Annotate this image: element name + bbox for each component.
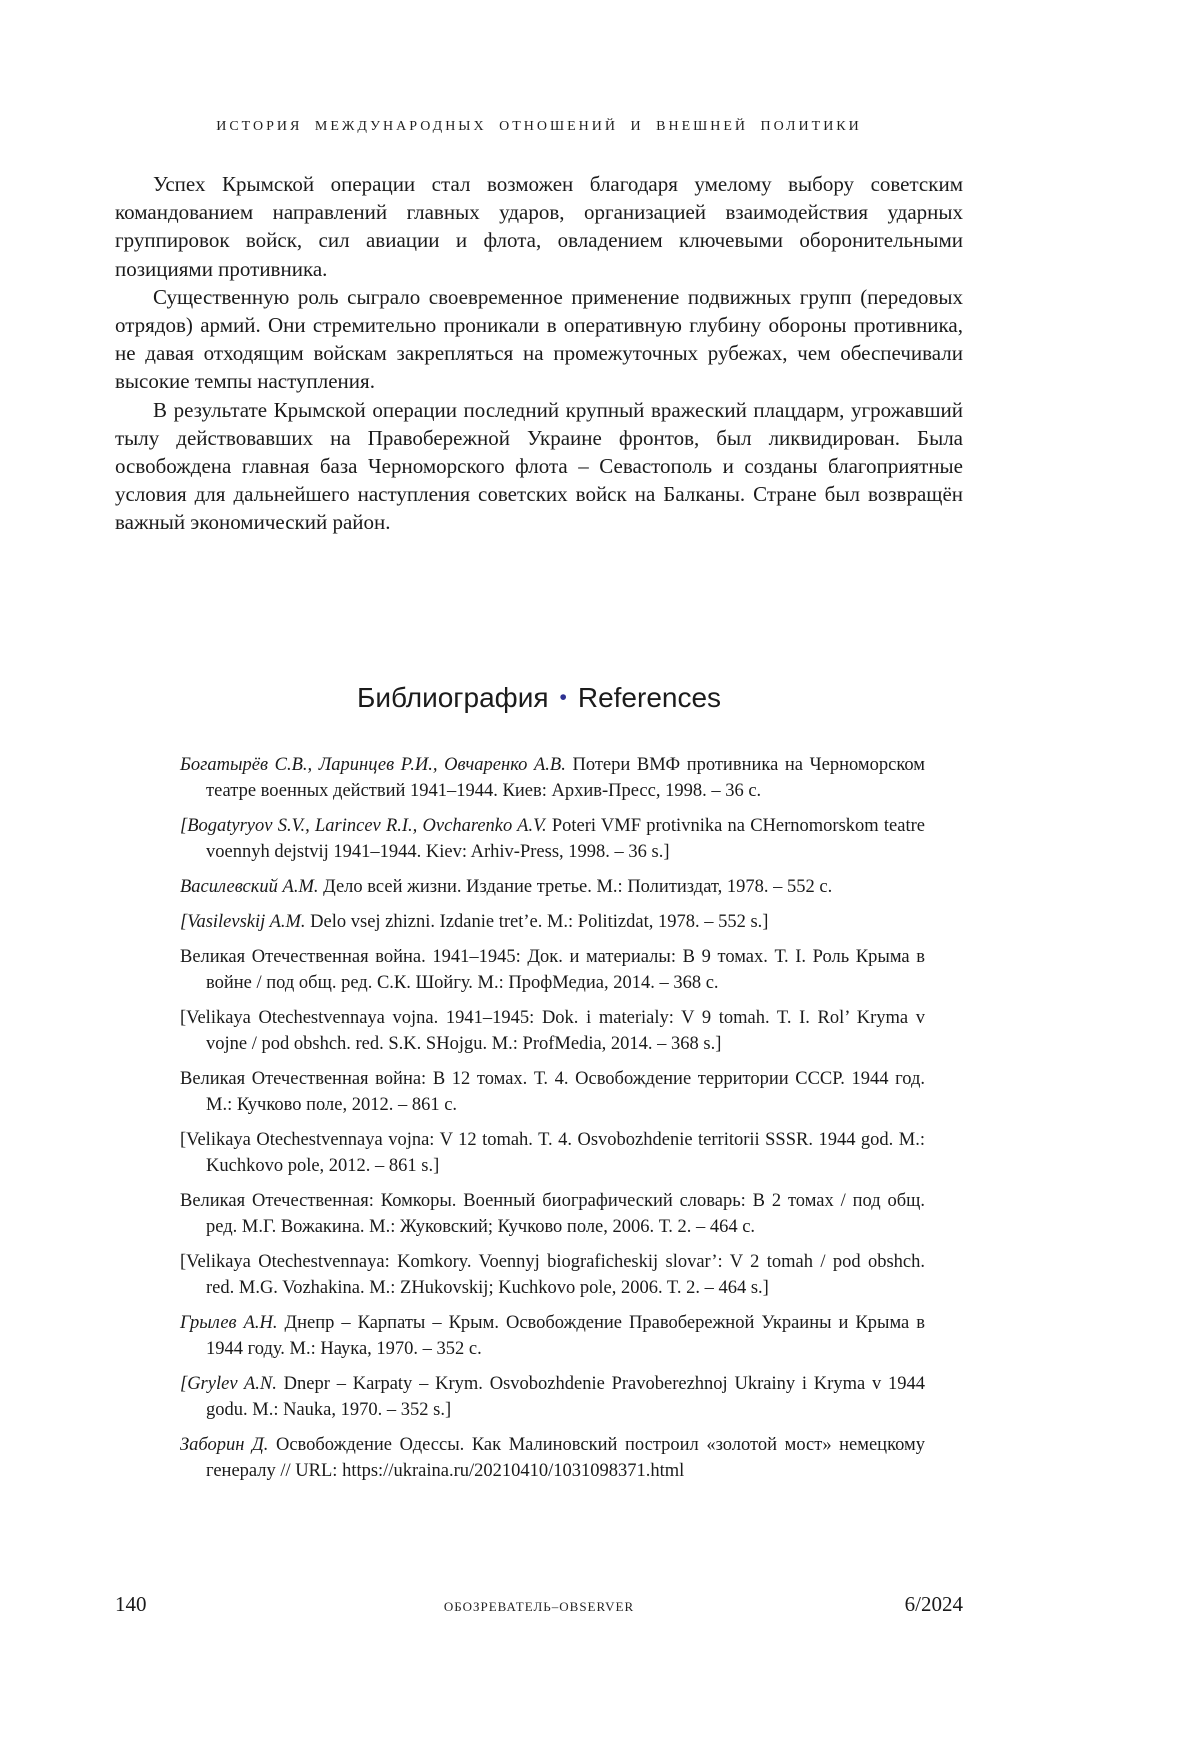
reference-text: Великая Отечественная война: В 12 томах. Т. 4. Освобождение территории СССР. 1944 год. М.: Кучково поле, 2012. – 861 с. [180,1069,925,1115]
bibliography-heading [115,682,963,714]
reference-entry [180,1310,925,1362]
bibliography-title-ru: Библиография [356,682,549,713]
reference-entry [180,874,925,900]
paragraph: В результате Крымской операции последний крупный вражеский плацдарм, угрожавший тылу действовавших на Правобережной Украине фронтов, был ликвидирован. Была освобождена главная база Черноморского флота – Севастополь и созданы благоприятные условия для дальнейшего наступления советских войск на Балканы. Стране был возвращён важный экономический район. [115,397,963,535]
reference-text: Днепр – Карпаты – Крым. Освобождение Правобережной Украины и Крыма в 1944 году. М.: Наука, 1970. – 352 с. [206,1313,925,1359]
paragraph: Успех Крымской операции стал возможен благодаря умелому выбору советским командованием направлений главных ударов, организацией взаимодействия ударных группировок войск, сил авиации и флота, овладением ключевыми оборонительными позициями противника. [115,172,963,281]
page-footer [115,1592,963,1617]
reference-entry [180,1249,925,1301]
issue-number: 6/2024 [904,1592,963,1616]
reference-text: Dnepr – Karpaty – Krym. Osvobozhdenie Pravoberezhnoj Ukrainy i Kryma v 1944 godu. M.: Nauka, 1970. – 352 s.] [206,1374,925,1420]
reference-authors: [Grylev A.N. [180,1374,284,1394]
reference-text: Великая Отечественная: Комкоры. Военный биографический словарь: В 2 томах / под общ. ред. М.Г. Вожакина. М.: Жуковский; Кучково поле, 2006. Т. 2. – 464 с. [180,1191,925,1237]
reference-entry [180,752,925,804]
reference-text: Poteri VMF protivnika na CHernomorskom teatre voennyh dejstvij 1941–1944. Kiev: Arhiv-Press, 1998. – 36 s.] [206,816,925,862]
references-list [180,752,925,1493]
reference-text: [Velikaya Otechestvennaya vojna: V 12 tomah. T. 4. Osvobozhdenie territorii SSSR. 1944 god. M.: Kuchkovo pole, 2012. – 861 s.] [180,1130,925,1176]
reference-text: [Velikaya Otechestvennaya vojna. 1941–1945: Dok. i materialy: V 9 tomah. T. I. Rol’ Kryma v vojne / pod obshch. red. S.K. SHojgu. M.: ProfMedia, 2014. – 368 s.] [180,1008,925,1054]
reference-authors: Василевский А.М. [180,877,324,897]
article-body [115,170,963,537]
reference-entry [180,1127,925,1179]
reference-entry [180,1188,925,1240]
reference-text: Дело всей жизни. Издание третье. М.: Политиздат, 1978. – 552 с. [323,877,833,897]
journal-name: ОБОЗРЕВАТЕЛЬ–OBSERVER [443,1599,635,1614]
reference-entry [180,909,925,935]
reference-authors: [Vasilevskij A.M. [180,912,311,932]
bullet-separator-icon: • [559,686,567,709]
reference-authors: [Bogatyryov S.V., Larincev R.I., Ovcharenko A.V. [180,816,552,836]
paragraph: Существенную роль сыграло своевременное применение подвижных групп (передовых отрядов) армий. Они стремительно проникали в оперативную глубину обороны противника, не давая отходящим войскам закрепляться на промежуточных рубежах, чем обеспечивали высокие темпы наступления. [115,284,963,394]
reference-entry [180,1432,925,1484]
reference-text: Великая Отечественная война. 1941–1945: Док. и материалы: В 9 томах. Т. I. Роль Крыма в войне / под общ. ред. С.К. Шойгу. М.: ПрофМедиа, 2014. – 368 с. [180,947,925,993]
reference-text: Delo vsej zhizni. Izdanie tret’e. M.: Politizdat, 1978. – 552 s.] [310,912,769,932]
reference-entry [180,1005,925,1057]
reference-entry [180,1371,925,1423]
reference-text: [Velikaya Otechestvennaya: Komkory. Voennyj biograficheskij slovar’: V 2 tomah / pod obshch. red. M.G. Vozhakina. M.: ZHukovskij; Kuchkovo pole, 2006. T. 2. – 464 s.] [180,1252,925,1298]
reference-entry [180,1066,925,1118]
reference-text: Потери ВМФ противника на Черноморском театре военных действий 1941–1944. Киев: Архив-Пресс, 1998. – 36 с. [206,755,925,801]
reference-authors: Богатырёв С.В., Ларинцев Р.И., Овчаренко А.В. [180,755,573,775]
running-header: ИСТОРИЯ МЕЖДУНАРОДНЫХ ОТНОШЕНИЙ И ВНЕШНЕЙ ПОЛИТИКИ [216,119,862,134]
bibliography-title-en: References [577,682,722,713]
page-number: 140 [115,1592,147,1616]
reference-entry [180,813,925,865]
reference-authors: Заборин Д. [180,1435,276,1455]
reference-entry [180,944,925,996]
reference-text: Освобождение Одессы. Как Малиновский построил «золотой мост» немецкому генералу // URL: https://ukraina.ru/20210410/1031098371.html [206,1435,925,1481]
reference-authors: Грылев А.Н. [180,1313,285,1333]
